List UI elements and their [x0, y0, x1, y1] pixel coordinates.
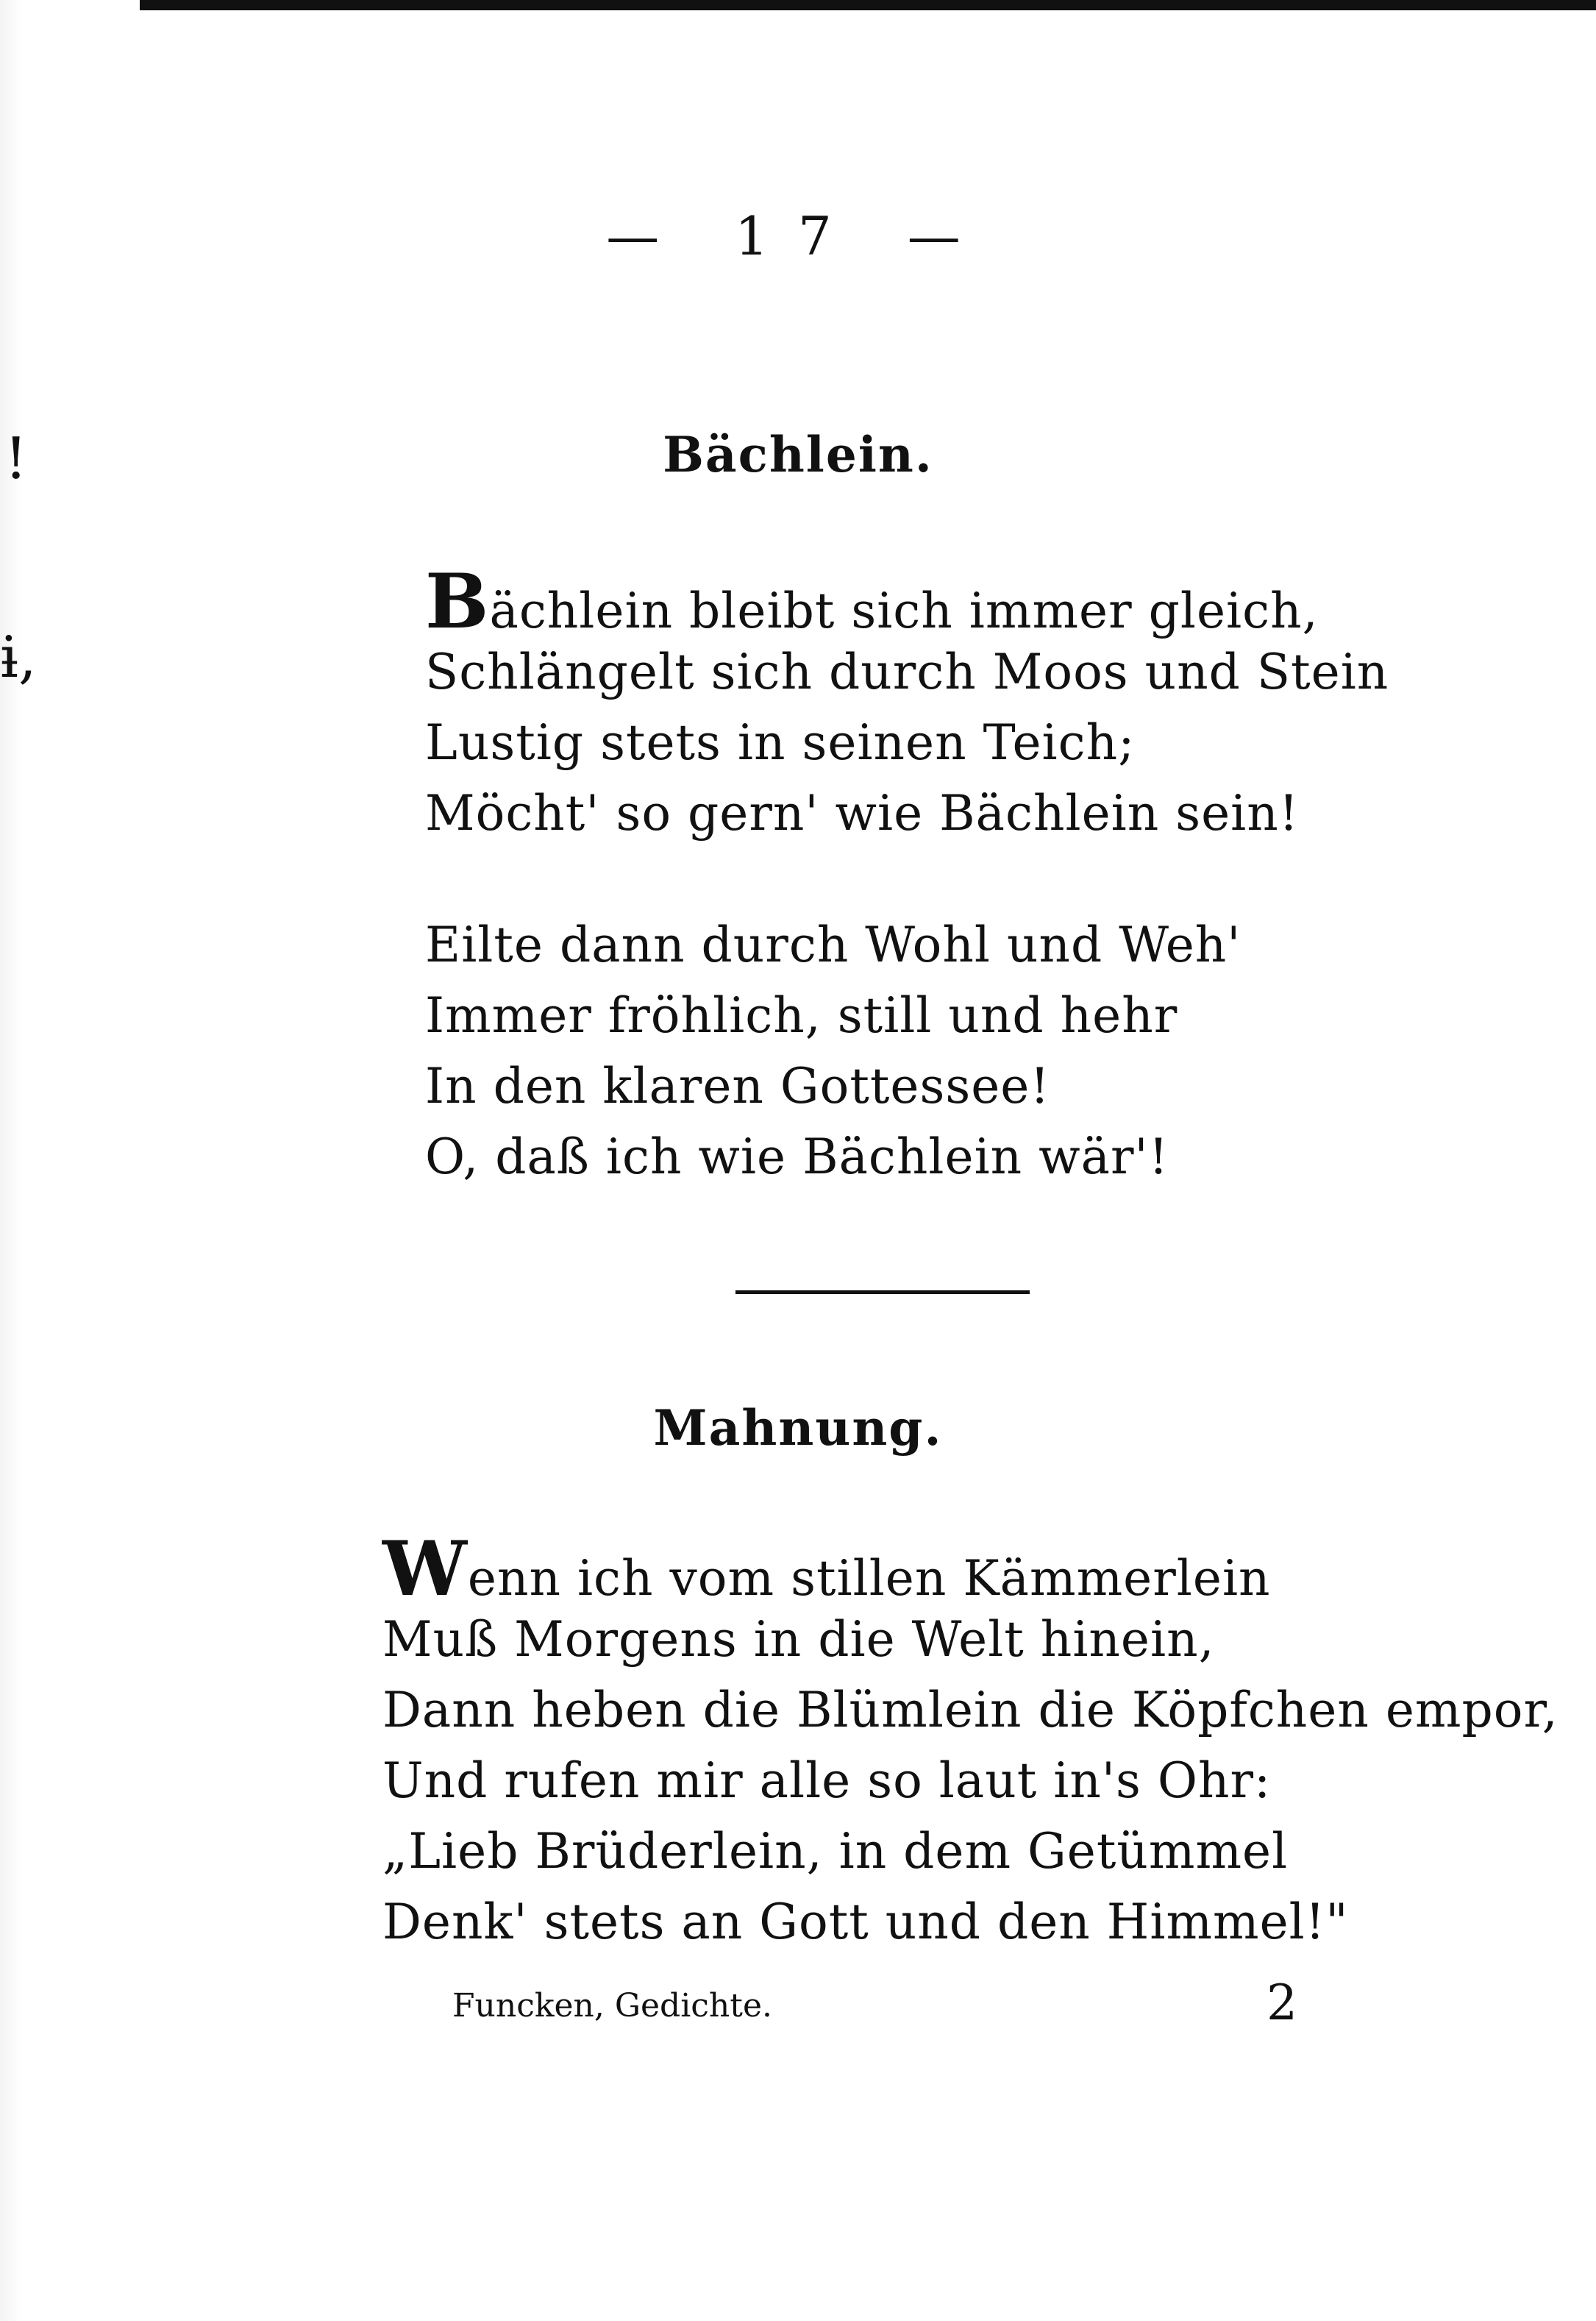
- verse-line: Denk' stets an Gott und den Himmel!": [382, 1894, 1349, 1950]
- verse-line: Schlängelt sich durch Moos und Stein: [425, 644, 1389, 700]
- poem1-stanza-1: [425, 558, 1389, 849]
- sheet-number: 2: [1267, 1975, 1297, 2031]
- signature-line: Funcken, Gedichte.: [452, 1987, 772, 2025]
- poem2-stanza-1: [382, 1525, 1558, 1958]
- page-number: — 17 —: [606, 205, 990, 267]
- verse-line: Möcht' so gern' wie Bächlein sein!: [425, 785, 1300, 842]
- scan-top-edge: [140, 0, 1596, 10]
- verse-line: Wenn ich vom stillen Kämmerlein: [382, 1525, 1271, 1613]
- margin-mark-2: ɨ,: [0, 625, 37, 691]
- poem-title-baechlein: Bächlein.: [663, 426, 933, 483]
- verse-line: Dann heben die Blümlein die Köpfchen empor,: [382, 1682, 1558, 1738]
- margin-mark-1: !: [4, 426, 28, 492]
- verse-line: O, daß ich wie Bächlein wär'!: [425, 1128, 1169, 1185]
- section-divider: [735, 1290, 1030, 1294]
- verse-line: Muß Morgens in die Welt hinein,: [382, 1611, 1215, 1668]
- verse-line: Bächlein bleibt sich immer gleich,: [425, 558, 1319, 646]
- scan-left-edge: [0, 0, 21, 2321]
- verse-line: Immer fröhlich, still und hehr: [425, 987, 1178, 1044]
- verse-line: Und rufen mir alle so laut in's Ohr:: [382, 1752, 1272, 1809]
- poem-title-mahnung: Mahnung.: [653, 1399, 943, 1457]
- verse-line: Lustig stets in seinen Teich;: [425, 714, 1136, 771]
- verse-line: In den klaren Gottessee!: [425, 1058, 1050, 1115]
- verse-line: Eilte dann durch Wohl und Weh': [425, 917, 1241, 973]
- verse-line: „Lieb Brüderlein, in dem Getümmel: [382, 1823, 1289, 1880]
- poem1-stanza-2: [425, 910, 1241, 1193]
